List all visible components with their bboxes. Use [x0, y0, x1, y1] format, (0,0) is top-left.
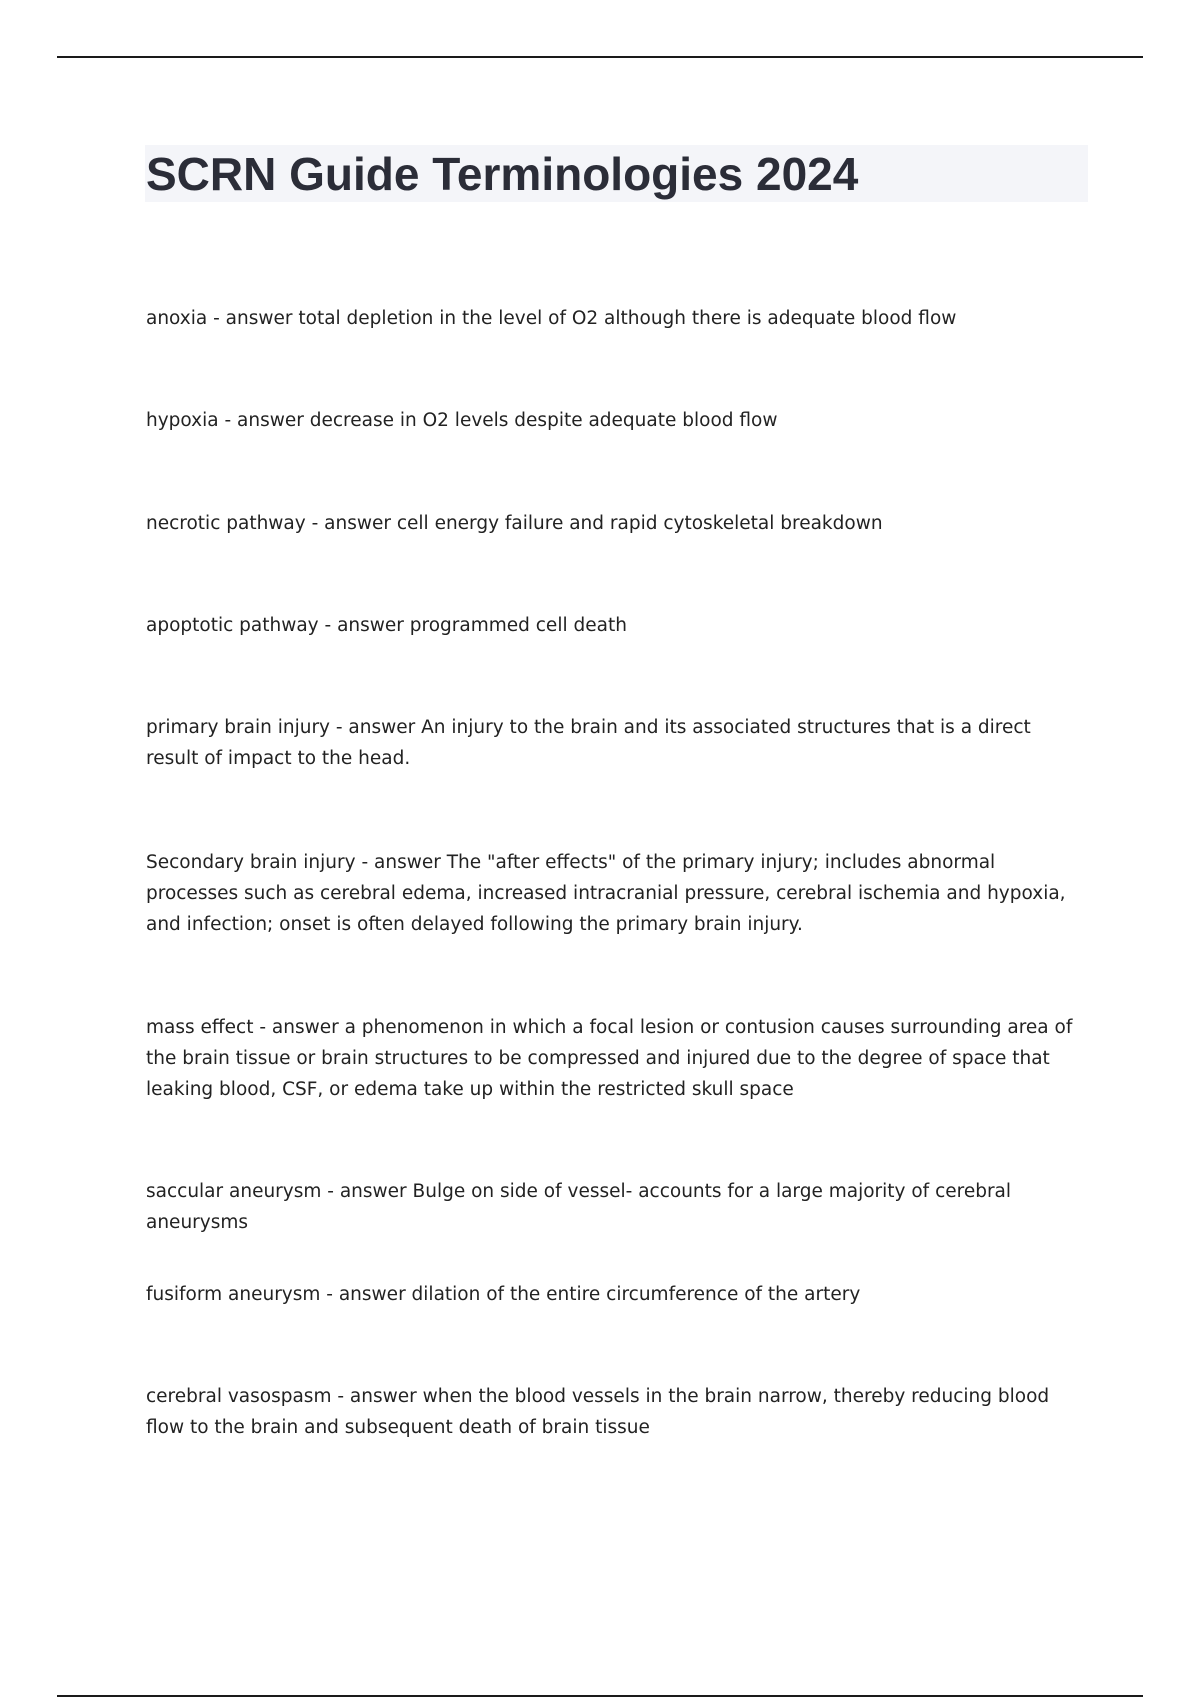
bottom-divider: [57, 1695, 1143, 1697]
term-entry-hypoxia: hypoxia - answer decrease in O2 levels despite adequate blood flow: [146, 410, 778, 431]
top-divider: [57, 56, 1143, 58]
term-entry-mass-effect: mass effect - answer a phenomenon in which a focal lesion or contusion causes surrounding area of the brain tissue or brain structures to be compressed and injured due to the degree of space that leaking blood, CSF, or edema take up within the restricted skull space: [146, 1017, 1073, 1100]
term-entry-fusiform-aneurysm: fusiform aneurysm - answer dilation of the entire circumference of the artery: [146, 1284, 861, 1305]
term-entry-primary-brain-injury: primary brain injury - answer An injury to the brain and its associated structures that is a direct result of impact to the head.: [146, 717, 1031, 769]
term-entry-cerebral-vasospasm: cerebral vasospasm - answer when the blood vessels in the brain narrow, thereby reducing blood flow to the brain and subsequent death of brain tissue: [146, 1386, 1050, 1438]
term-entry-secondary-brain-injury: Secondary brain injury - answer The "after effects" of the primary injury; includes abnormal processes such as cerebral edema, increased intracranial pressure, cerebral ischemia and hypoxia, and infection; onset is often delayed following the primary brain injury.: [146, 852, 1066, 935]
term-entry-necrotic-pathway: necrotic pathway - answer cell energy failure and rapid cytoskeletal breakdown: [146, 513, 883, 534]
term-entry-apoptotic-pathway: apoptotic pathway - answer programmed cell death: [146, 615, 627, 636]
page-title: SCRN Guide Terminologies 2024: [146, 148, 859, 200]
term-entry-saccular-aneurysm: saccular aneurysm - answer Bulge on side of vessel- accounts for a large majority of cerebral aneurysms: [146, 1181, 1012, 1233]
term-entry-anoxia: anoxia - answer total depletion in the level of O2 although there is adequate blood flow: [146, 308, 957, 329]
